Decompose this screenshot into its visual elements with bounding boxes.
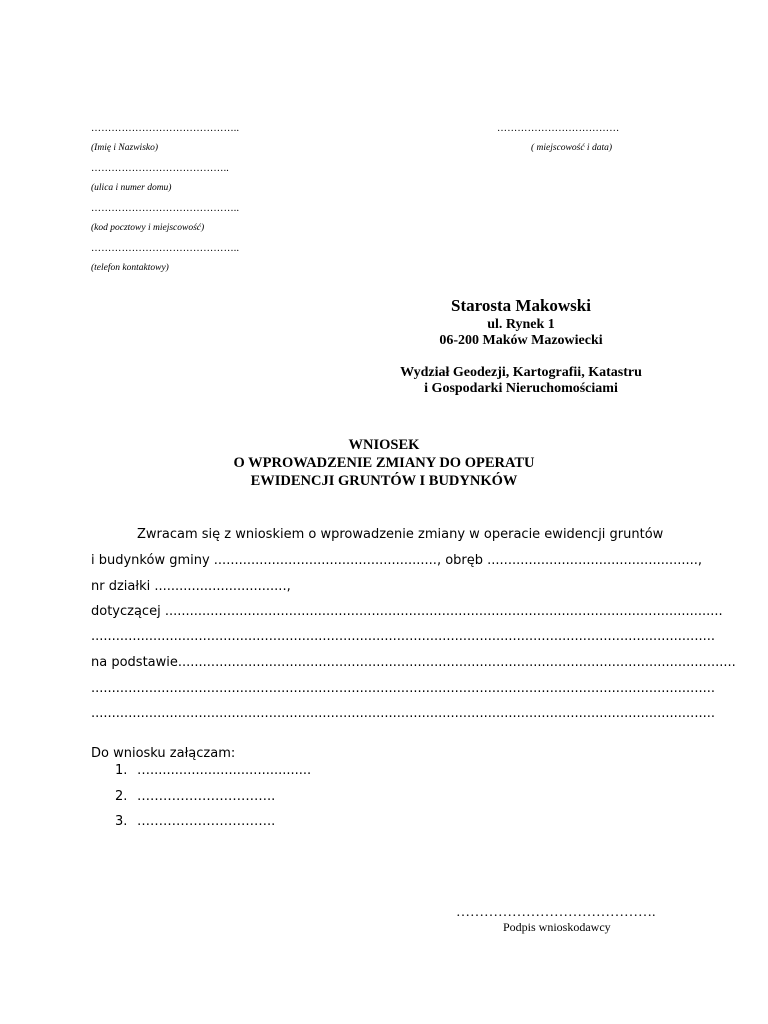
phone-field-line[interactable]: …………………………………….. — [91, 243, 240, 254]
basis-field[interactable]: ....................................................................................................................................... — [177, 655, 736, 670]
recipient-department: Wydział Geodezji, Kartografii, Katastru — [400, 365, 642, 380]
body-line-gmina — [91, 553, 702, 568]
attachment-field[interactable]: …....................................... — [137, 763, 312, 778]
attachments-heading: Do wniosku załączam: — [91, 746, 236, 761]
basis-field-cont[interactable] — [91, 681, 715, 696]
phone-caption: (telefon kontaktowy) — [91, 263, 169, 273]
postal-field-line[interactable]: …………………………………….. — [91, 203, 240, 214]
dotted-line: ....................................................................................................................................................... — [91, 706, 715, 721]
title-line-1: WNIOSEK — [348, 437, 420, 453]
gmina-label: i budynków gminy — [91, 553, 214, 568]
place-date-field-line[interactable]: ……………………………… — [497, 123, 620, 134]
basis-label: na podstawie — [91, 655, 178, 670]
name-field-line[interactable]: …………………………………….. — [91, 123, 240, 134]
signature-field-line[interactable]: ……………………………………. — [456, 905, 656, 920]
title-line-2: O WPROWADZENIE ZMIANY DO OPERATU — [233, 455, 535, 471]
name-caption: (Imię i Nazwisko) — [91, 143, 159, 153]
attachment-number: 1. — [115, 763, 128, 778]
concerning-field-cont[interactable] — [91, 629, 715, 644]
dotted-line: ....................................................................................................................................................... — [91, 629, 715, 644]
attachment-number: 3. — [115, 814, 128, 829]
concerning-field[interactable]: ....................................................................................................................................... — [164, 604, 723, 619]
obreb-label: , obręb — [436, 553, 488, 568]
recipient-title: Starosta Makowski — [451, 296, 591, 315]
title-line-3: EWIDENCJI GRUNTÓW I BUDYNKÓW — [250, 473, 518, 489]
gmina-field[interactable]: ...................................................... — [213, 553, 437, 568]
body-intro: Zwracam się z wnioskiem o wprowadzenie zmiany w operacie ewidencji gruntów — [137, 527, 664, 542]
postal-caption: (kod pocztowy i miejscowość) — [91, 223, 205, 233]
attachment-field[interactable]: ………………………….. — [137, 814, 276, 829]
basis-field-cont-2[interactable] — [91, 706, 715, 721]
obreb-field[interactable]: ..................................................., — [487, 553, 703, 568]
body-line-concerning — [91, 604, 723, 619]
recipient-street: ul. Rynek 1 — [487, 317, 555, 332]
body-line-basis — [91, 655, 736, 670]
dotted-line: ....................................................................................................................................................... — [91, 681, 715, 696]
place-date-caption: ( miejscowość i data) — [531, 143, 613, 153]
attachment-field[interactable]: ………………………….. — [137, 789, 276, 804]
concerning-label: dotyczącej — [91, 604, 165, 619]
recipient-city: 06-200 Maków Mazowiecki — [439, 333, 603, 348]
recipient-department-cont: i Gospodarki Nieruchomościami — [424, 381, 618, 396]
attachment-number: 2. — [115, 789, 128, 804]
plot-number-field[interactable]: nr działki ................................, — [91, 579, 291, 594]
street-field-line[interactable]: ………………………………….. — [91, 163, 229, 174]
street-caption: (ulica i numer domu) — [91, 183, 172, 193]
signature-caption: Podpis wnioskodawcy — [503, 920, 611, 934]
